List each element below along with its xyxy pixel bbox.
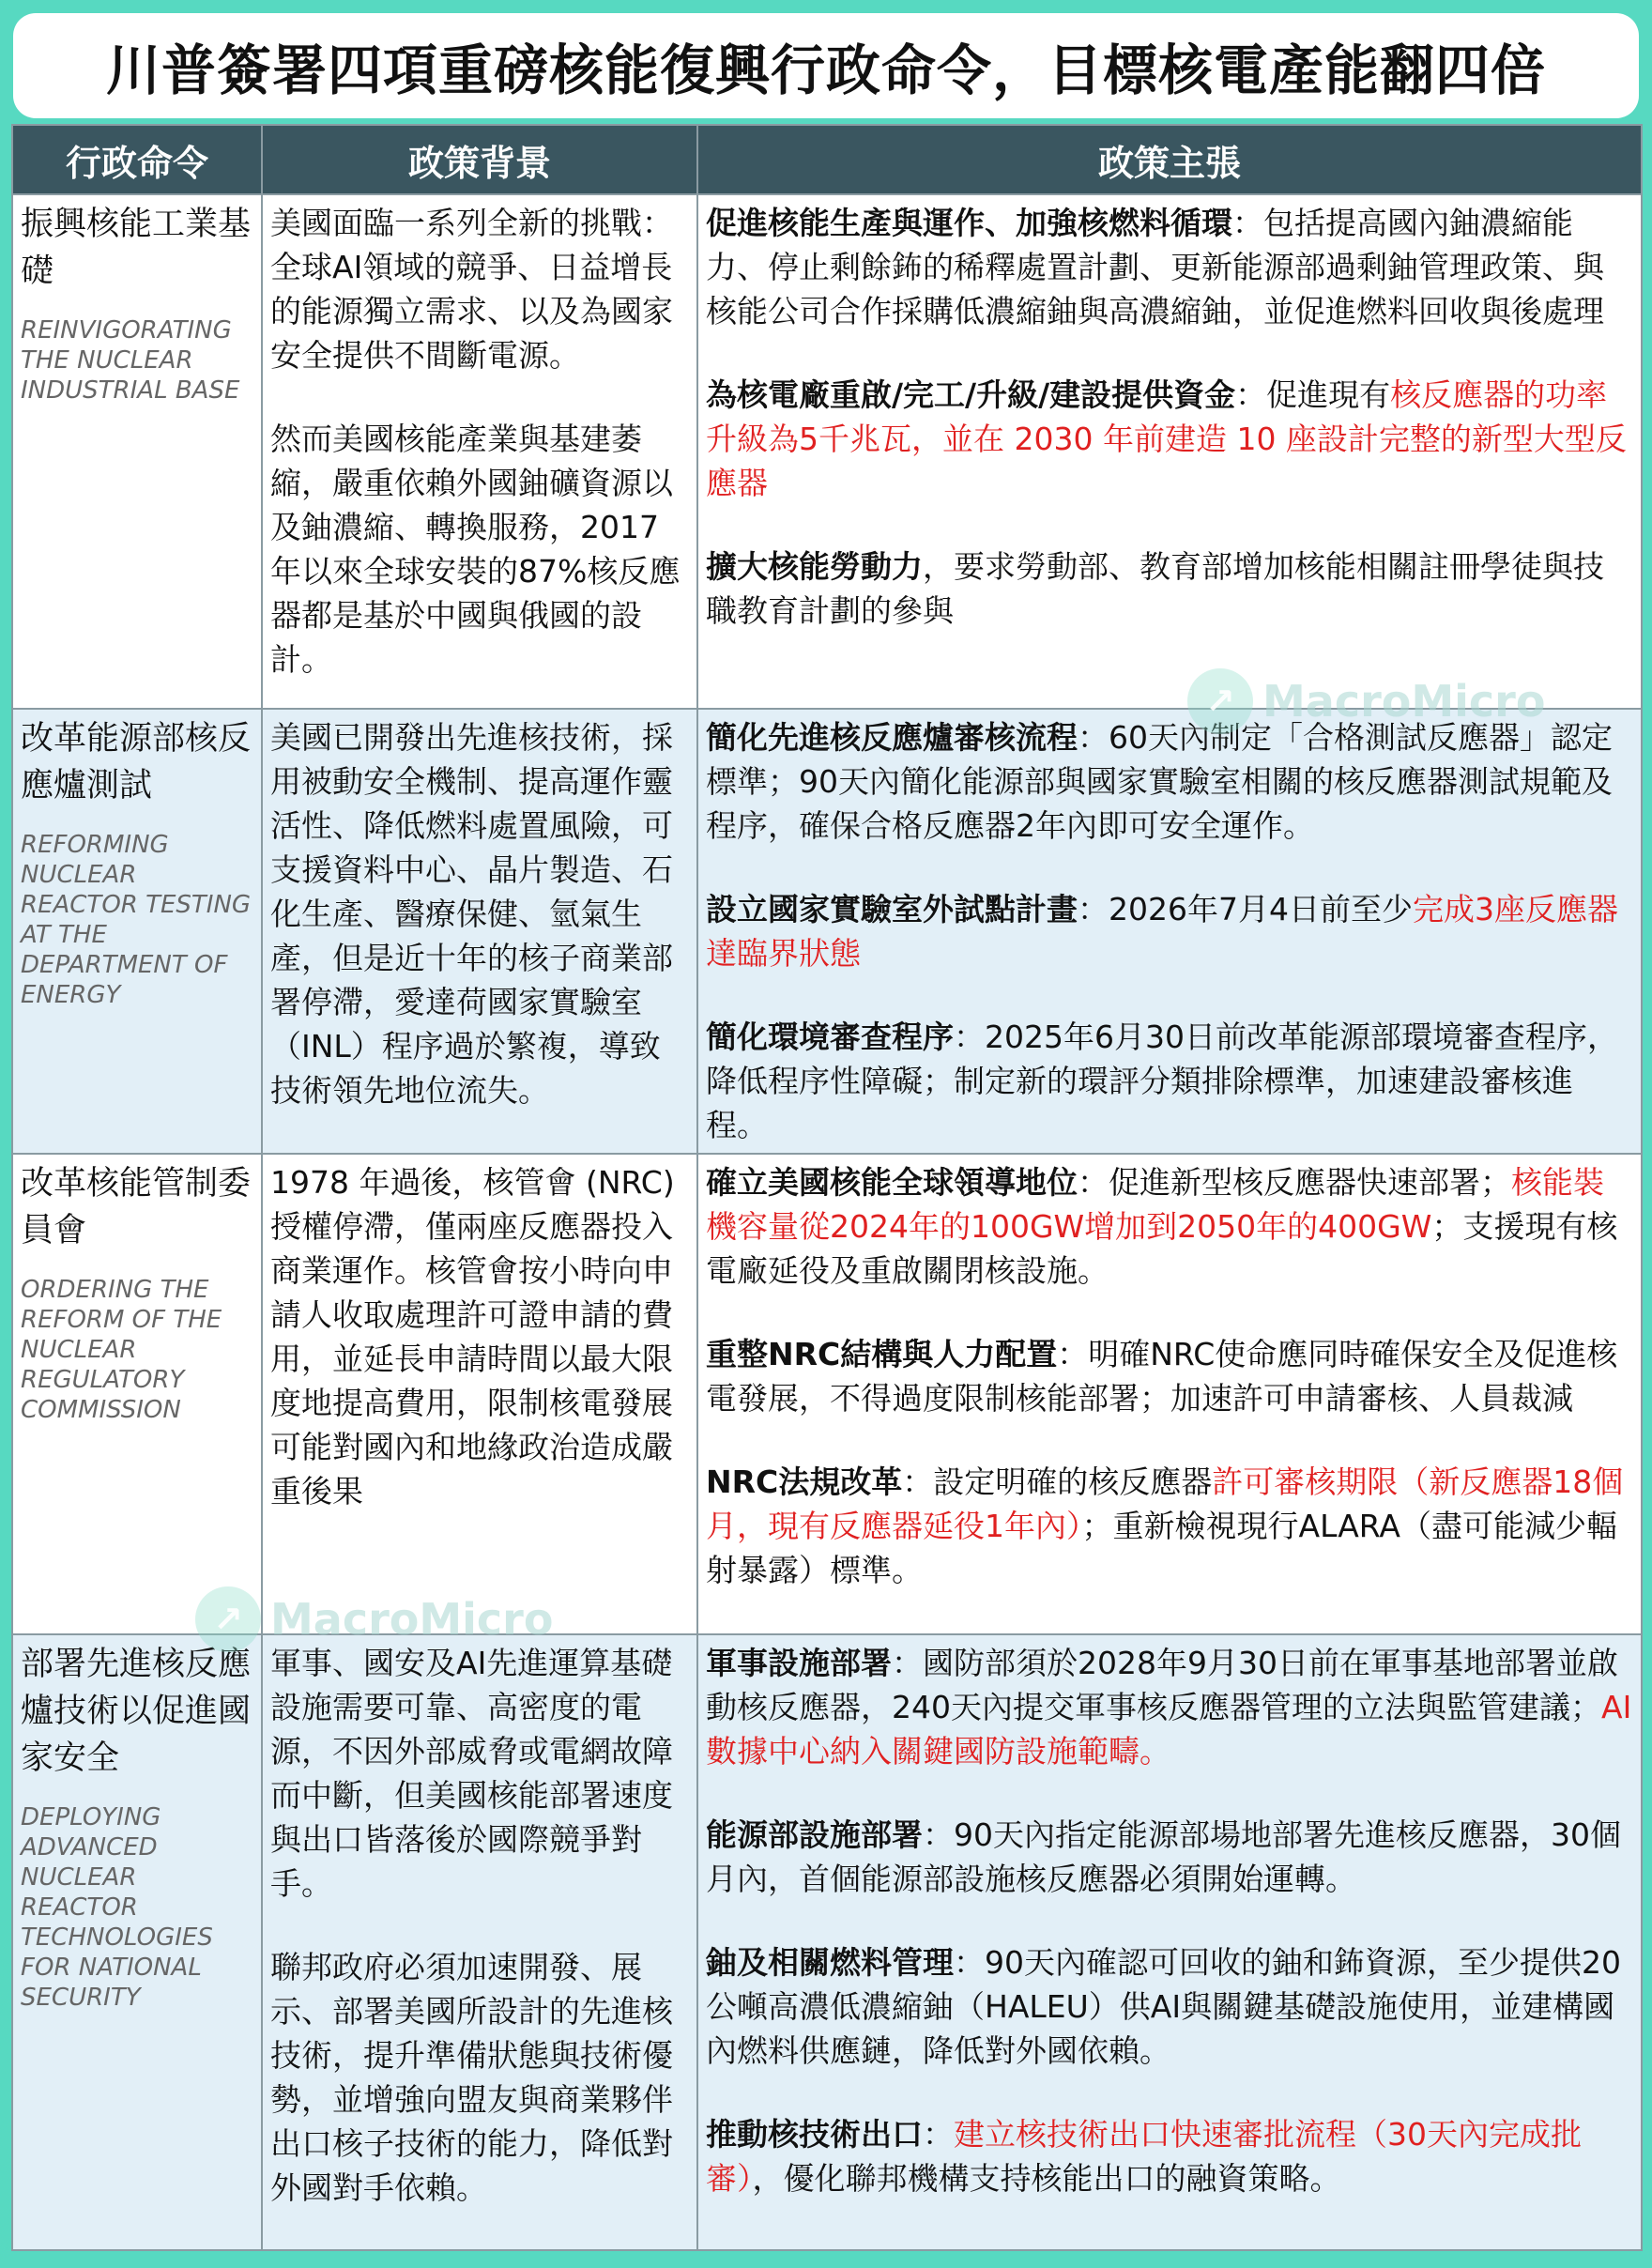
macromicro-logo-icon: ↗ [195, 1586, 261, 1652]
policy-text: 國防部須於2028年9月30日前在軍事基地部署並啟動核反應器，240天內提交軍事核反應器管理的立法與監管建議； [706, 1645, 1618, 1725]
background-cell [262, 194, 697, 709]
background-paragraph: 聯邦政府必須加速開發、展示、部署美國所設計的先進核技術，提升準備狀態與技術優勢，並增強向盟友與商業夥伴出口核子技術的能力，降低對外國對手依賴。 [270, 1949, 673, 2206]
policy-text: 90天內確認可回收的鈾和鈽資源，至少提供20公噸高濃低濃縮鈾（HALEU）供AI與關鍵基礎設施使用，並建構國內燃料供應鏈，降低對外國依賴。 [706, 1944, 1621, 2069]
background-paragraph: 然而美國核能產業與基建萎縮，嚴重依賴外國鈾礦資源以及鈾濃縮、轉換服務，2017年以來全球安裝的87%核反應器都是基於中國與俄國的設計。 [270, 421, 681, 678]
policy-cell [697, 709, 1642, 1154]
policy-highlight: 核反應器的功率升級為5千兆瓦，並在 2030 年前建造 10 座設計完整的新型大型反應器 [706, 376, 1627, 501]
table-row [12, 709, 1642, 1154]
order-title: 改革能源部核反應爐測試 [21, 720, 252, 805]
policy-cell [697, 194, 1642, 709]
policy-heading: 軍事設施部署 [706, 1645, 892, 1681]
policy-text: 2025年6月30日前改革能源部環境審查程序，降低程序性障礙；制定新的環評分類排除標準，加速建設審核進程。 [706, 1019, 1618, 1143]
policy-item [706, 1015, 1633, 1147]
policy-separator: ： [1232, 205, 1263, 241]
policy-separator: ： [923, 2116, 954, 2153]
policy-item [706, 1940, 1633, 2073]
policy-heading: 簡化先進核反應爐審核流程 [706, 719, 1078, 756]
policy-heading: 擴大核能勞動力 [706, 548, 923, 585]
policy-text: 明確NRC使命應同時確保安全及促進核電發展，不得過度限制核能部署；加速許可申請審核、人員裁減 [706, 1336, 1618, 1417]
policy-item [706, 1460, 1633, 1592]
watermark-text: MacroMicro [1262, 676, 1546, 727]
policy-highlight: 核能裝機容量從2024年的100GW增加到2050年的400GW [706, 1164, 1604, 1245]
policy-cell [697, 1154, 1642, 1634]
policy-item [706, 373, 1633, 505]
policy-text: 90天內指定能源部場地部署先進核反應器，30個月內，首個能源部設施核反應器必須開始運轉。 [706, 1816, 1621, 1897]
policy-item [706, 1332, 1633, 1420]
order-title: 部署先進核反應爐技術以促進國家安全 [21, 1646, 252, 1777]
policy-item [706, 201, 1633, 333]
policy-table [11, 124, 1643, 2251]
page-title: 川普簽署四項重磅核能復興行政命令，目標核電產能翻四倍 [13, 13, 1639, 118]
policy-heading: 重整NRC結構與人力配置 [706, 1336, 1058, 1372]
policy-highlight: AI數據中心納入關鍵國防設施範疇。 [706, 1689, 1632, 1770]
policy-highlight: 許可審核期限（新反應器18個月，現有反應器延役1年內） [706, 1463, 1624, 1544]
order-cell [12, 1154, 262, 1634]
table-row [12, 194, 1642, 709]
policy-highlight: 建立核技術出口快速審批流程（30天內完成批審） [706, 2116, 1582, 2197]
policy-heading: 確立美國核能全球領導地位 [706, 1164, 1078, 1201]
policy-separator: ： [1235, 376, 1267, 413]
policy-item [706, 1813, 1633, 1901]
policy-item [706, 887, 1633, 975]
policy-item [706, 1641, 1633, 1773]
table-row [12, 1634, 1642, 2250]
policy-item [706, 715, 1633, 848]
policy-item [706, 2112, 1633, 2200]
policy-text: 設定明確的核反應器 [933, 1463, 1213, 1500]
policy-text: 包括提高國內鈾濃縮能力、停止剩餘鈽的稀釋處置計劃、更新能源部過剩鈾管理政策、與核能公司合作採購低濃縮鈾與高濃縮鈾，並促進燃料回收與後處理 [706, 205, 1604, 329]
background-paragraph: 美國已開發出先進核技術，採用被動安全機制、提高運作靈活性、降低燃料處置風險，可支援資料中心、晶片製造、石化生產、醫療保健、氫氣生產，但是近十年的核子商業部署停滯，愛達荷國家實驗室（INL）程序過於繁複，導致技術領先地位流失。 [270, 719, 673, 1109]
policy-heading: 能源部設施部署 [706, 1816, 923, 1853]
policy-separator: ： [954, 1019, 985, 1055]
policy-text: 要求勞動部、教育部增加核能相關註冊學徒與技職教育計劃的參與 [706, 548, 1604, 629]
watermark-text: MacroMicro [270, 1594, 554, 1645]
background-paragraph: 軍事、國安及AI先進運算基礎設施需要可靠、高密度的電源，不因外部威脅或電網故障而中斷，但美國核能部署速度與出口皆落後於國際競爭對手。 [270, 1645, 673, 1902]
policy-heading: 設立國家實驗室外試點計畫 [706, 891, 1078, 927]
order-cell [12, 1634, 262, 2250]
order-title: 改革核能管制委員會 [21, 1165, 252, 1249]
policy-heading: 鈾及相關燃料管理 [706, 1944, 954, 1981]
policy-separator: ： [1078, 1164, 1109, 1201]
order-cell [12, 709, 262, 1154]
policy-tail: ，優化聯邦機構支持核能出口的融資策略。 [752, 2160, 1341, 2197]
order-english-title: DEPLOYING ADVANCED NUCLEAR REACTOR TECHNOLOGIES FOR NATIONAL SECURITY [21, 1803, 213, 2012]
policy-separator: ， [923, 548, 954, 585]
policy-text: 促進新型核反應器快速部署； [1109, 1164, 1511, 1201]
policy-heading: 為核電廠重啟/完工/升級/建設提供資金 [706, 376, 1236, 413]
order-english-title: REINVIGORATING THE NUCLEAR INDUSTRIAL BASE [21, 316, 240, 405]
policy-text: 促進現有 [1266, 376, 1391, 413]
background-paragraph: 美國面臨一系列全新的挑戰：全球AI領域的競爭、日益增長的能源獨立需求、以及為國家安全提供不間斷電源。 [270, 205, 673, 374]
order-english-title: ORDERING THE REFORM OF THE NUCLEAR REGULATORY COMMISSION [21, 1276, 222, 1424]
policy-heading: NRC法規改革 [706, 1463, 903, 1500]
policy-tail: ；重新檢視現行ALARA（盡可能減少輻射暴露）標準。 [706, 1508, 1617, 1588]
policy-text: 60天內制定「合格測試反應器」認定標準；90天內簡化能源部與國家實驗室相關的核反應器測試規範及程序，確保合格反應器2年內即可安全運作。 [706, 719, 1613, 844]
header-policies: 政策主張 [697, 125, 1642, 194]
background-cell [262, 1634, 697, 2250]
policy-tail: ；支援現有核電廠延役及重啟關閉核設施。 [706, 1208, 1618, 1289]
policy-separator: ： [1057, 1336, 1089, 1372]
order-title: 振興核能工業基礎 [21, 206, 252, 290]
policy-separator: ： [1078, 891, 1109, 927]
background-paragraph: 1978 年過後，核管會 (NRC) 授權停滯，僅兩座反應器投入商業運作。核管會按小時向申請人收取處理許可證申請的費用，並延長申請時間以最大限度地提高費用，限制核電發展可能對國內和地緣政治造成嚴重後果 [270, 1164, 675, 1509]
policy-heading: 推動核技術出口 [706, 2116, 923, 2153]
background-cell [262, 709, 697, 1154]
policy-cell [697, 1634, 1642, 2250]
policy-heading: 促進核能生產與運作、加強核燃料循環 [706, 205, 1232, 241]
policy-item [706, 1160, 1633, 1293]
policy-highlight: 完成3座反應器達臨界狀態 [706, 891, 1618, 972]
order-cell [12, 194, 262, 709]
policy-separator: ： [1078, 719, 1109, 756]
order-english-title: REFORMING NUCLEAR REACTOR TESTING AT THE DEPARTMENT OF ENERGY [21, 831, 252, 1009]
table-row [12, 1154, 1642, 1634]
table-header-row [12, 125, 1642, 194]
policy-text: 2026年7月4日前至少 [1109, 891, 1413, 927]
policy-separator: ： [954, 1944, 985, 1981]
macromicro-logo-icon: ↗ [1187, 668, 1253, 734]
policy-item [706, 544, 1633, 633]
policy-separator: ： [902, 1463, 934, 1500]
header-background: 政策背景 [262, 125, 697, 194]
background-cell [262, 1154, 697, 1634]
policy-separator: ： [923, 1816, 954, 1853]
header-order: 行政命令 [12, 125, 262, 194]
policy-heading: 簡化環境審查程序 [706, 1019, 954, 1055]
policy-separator: ： [892, 1645, 923, 1681]
